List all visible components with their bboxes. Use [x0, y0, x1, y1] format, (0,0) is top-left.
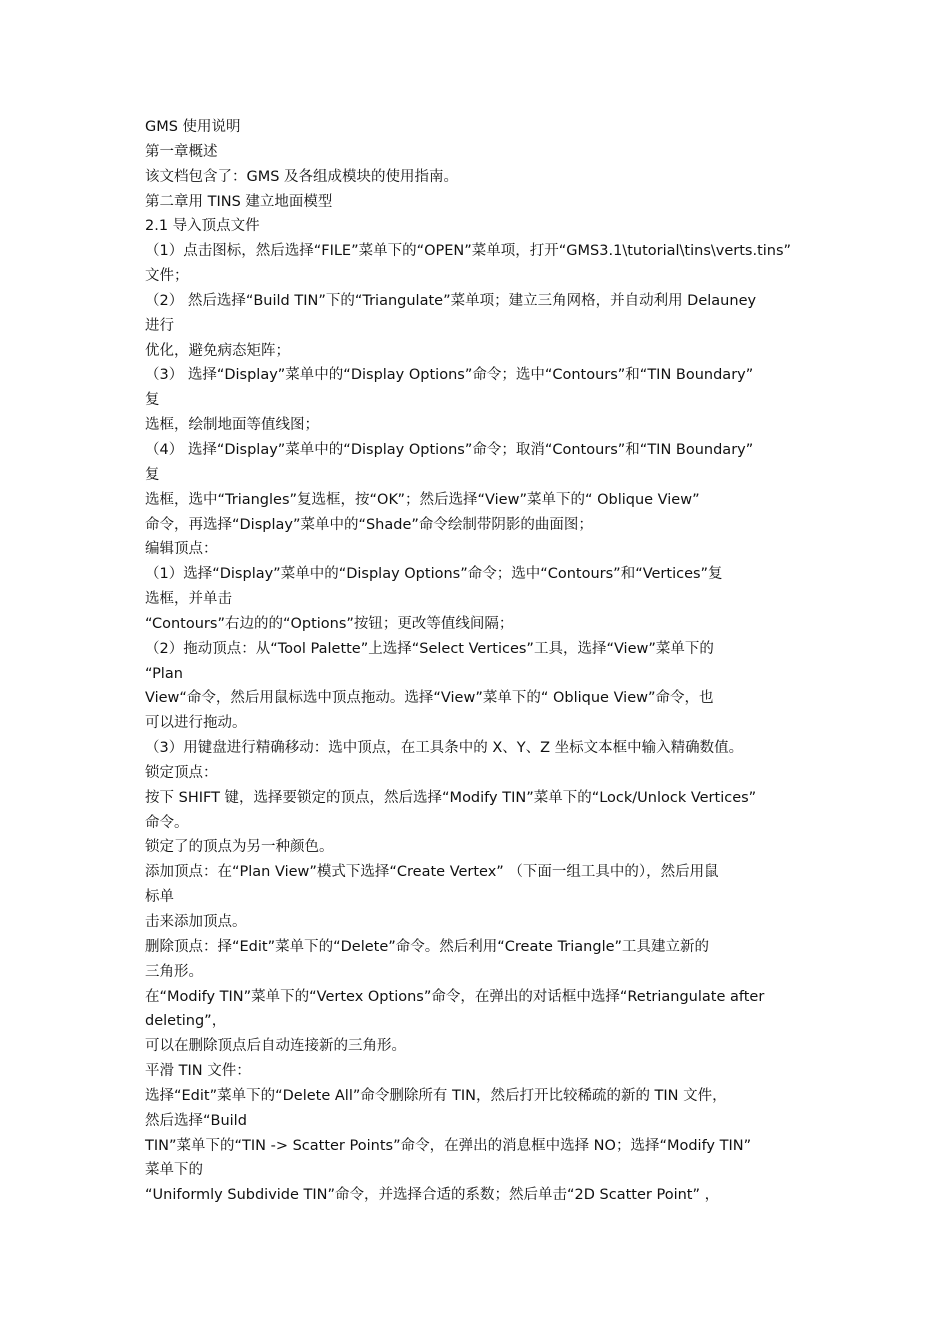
text-line: deleting”， [145, 1013, 227, 1030]
text-line: 可以在删除顶点后自动连接新的三角形。 [145, 1038, 406, 1055]
text-line: （1）选择“Display”菜单中的“Display Options”命令；选中“Contours”和“Vertices”复 [145, 566, 723, 583]
text-line: “Uniformly Subdivide TIN”命令，并选择合适的系数；然后单击“2D Scatter Point” ， [145, 1187, 720, 1204]
text-line: （2）拖动顶点：从“Tool Palette”上选择“Select Vertices”工具，选择“View”菜单下的 [145, 640, 714, 657]
text-line: View“命令，然后用鼠标选中顶点拖动。选择“View”菜单下的“ Oblique View”命令，也 [145, 690, 714, 707]
text-line: 进行 [145, 317, 174, 334]
text-line: 选框，并单击 [145, 591, 232, 608]
text-line: TIN”菜单下的“TIN -> Scatter Points”命令，在弹出的消息框中选择 NO；选择“Modify TIN” [145, 1137, 752, 1154]
text-line: 菜单下的 [145, 1162, 203, 1179]
text-line: 2.1 导入顶点文件 [145, 218, 260, 235]
text-line: 按下 SHIFT 键，选择要锁定的顶点，然后选择“Modify TIN”菜单下的“Lock/Unlock Vertices” [145, 789, 757, 806]
text-line: 第二章用 TINS 建立地面模型 [145, 193, 333, 210]
text-line: 平滑 TIN 文件： [145, 1063, 251, 1080]
text-line: 标单 [145, 889, 174, 906]
document-body [145, 115, 810, 1208]
text-line: 添加顶点：在“Plan View”模式下选择“Create Vertex” （下面一组工具中的），然后用鼠 [145, 864, 719, 881]
text-line: 在“Modify TIN”菜单下的“Vertex Options”命令，在弹出的对话框中选择“Retriangulate after [145, 988, 765, 1005]
text-line: 复 [145, 392, 160, 409]
text-line: 锁定了的顶点为另一种颜色。 [145, 839, 334, 856]
text-line: GMS 使用说明 [145, 119, 241, 135]
text-line: “Plan [145, 665, 183, 682]
text-line: 然后选择“Build [145, 1112, 247, 1129]
text-line: 删除顶点：择“Edit”菜单下的“Delete”命令。然后利用“Create Triangle”工具建立新的 [145, 938, 710, 955]
text-line: 可以进行拖动。 [145, 715, 247, 732]
text-line: 第一章概述 [145, 143, 218, 160]
text-line: （1）点击图标，然后选择“FILE”菜单下的“OPEN”菜单项，打开“GMS3.1\tutorial\tins\verts.tins” [145, 243, 792, 260]
text-line: 复 [145, 466, 160, 483]
text-line: 选择“Edit”菜单下的“Delete All”命令删除所有 TIN，然后打开比较稀疏的新的 TIN 文件， [145, 1087, 727, 1104]
text-line: 优化，避免病态矩阵； [145, 342, 290, 359]
text-line: 三角形。 [145, 963, 203, 980]
text-line: 选框，选中“Triangles”复选框，按“OK”；然后选择“View”菜单下的“ Oblique View” [145, 491, 700, 508]
text-line: 命令，再选择“Display”菜单中的“Shade”命令绘制带阴影的曲面图； [145, 516, 593, 533]
text-line: 击来添加顶点。 [145, 914, 247, 930]
text-line: （3） 选择“Display”菜单中的“Display Options”命令；选中“Contours”和“TIN Boundary” [145, 367, 754, 384]
text-line: （2） 然后选择“Build TIN”下的“Triangulate”菜单项；建立三角网格，并自动利用 Delauney [145, 292, 757, 309]
text-line: “Contours”右边的的“Options”按钮；更改等值线间隔； [145, 615, 514, 632]
text-line: 锁定顶点： [145, 764, 218, 781]
text-line: （3）用键盘进行精确移动：选中顶点，在工具条中的 X、Y、Z 坐标文本框中输入精确数值。 [145, 740, 744, 757]
text-line: 编辑顶点： [145, 541, 218, 558]
text-line: 命令。 [145, 814, 189, 831]
text-line: 文件； [145, 268, 189, 285]
text-line: 选框，绘制地面等值线图； [145, 417, 319, 434]
text-line: （4） 选择“Display”菜单中的“Display Options”命令；取消“Contours”和“TIN Boundary” [145, 441, 754, 458]
text-line: 该文档包含了：GMS 及各组成模块的使用指南。 [145, 168, 459, 185]
